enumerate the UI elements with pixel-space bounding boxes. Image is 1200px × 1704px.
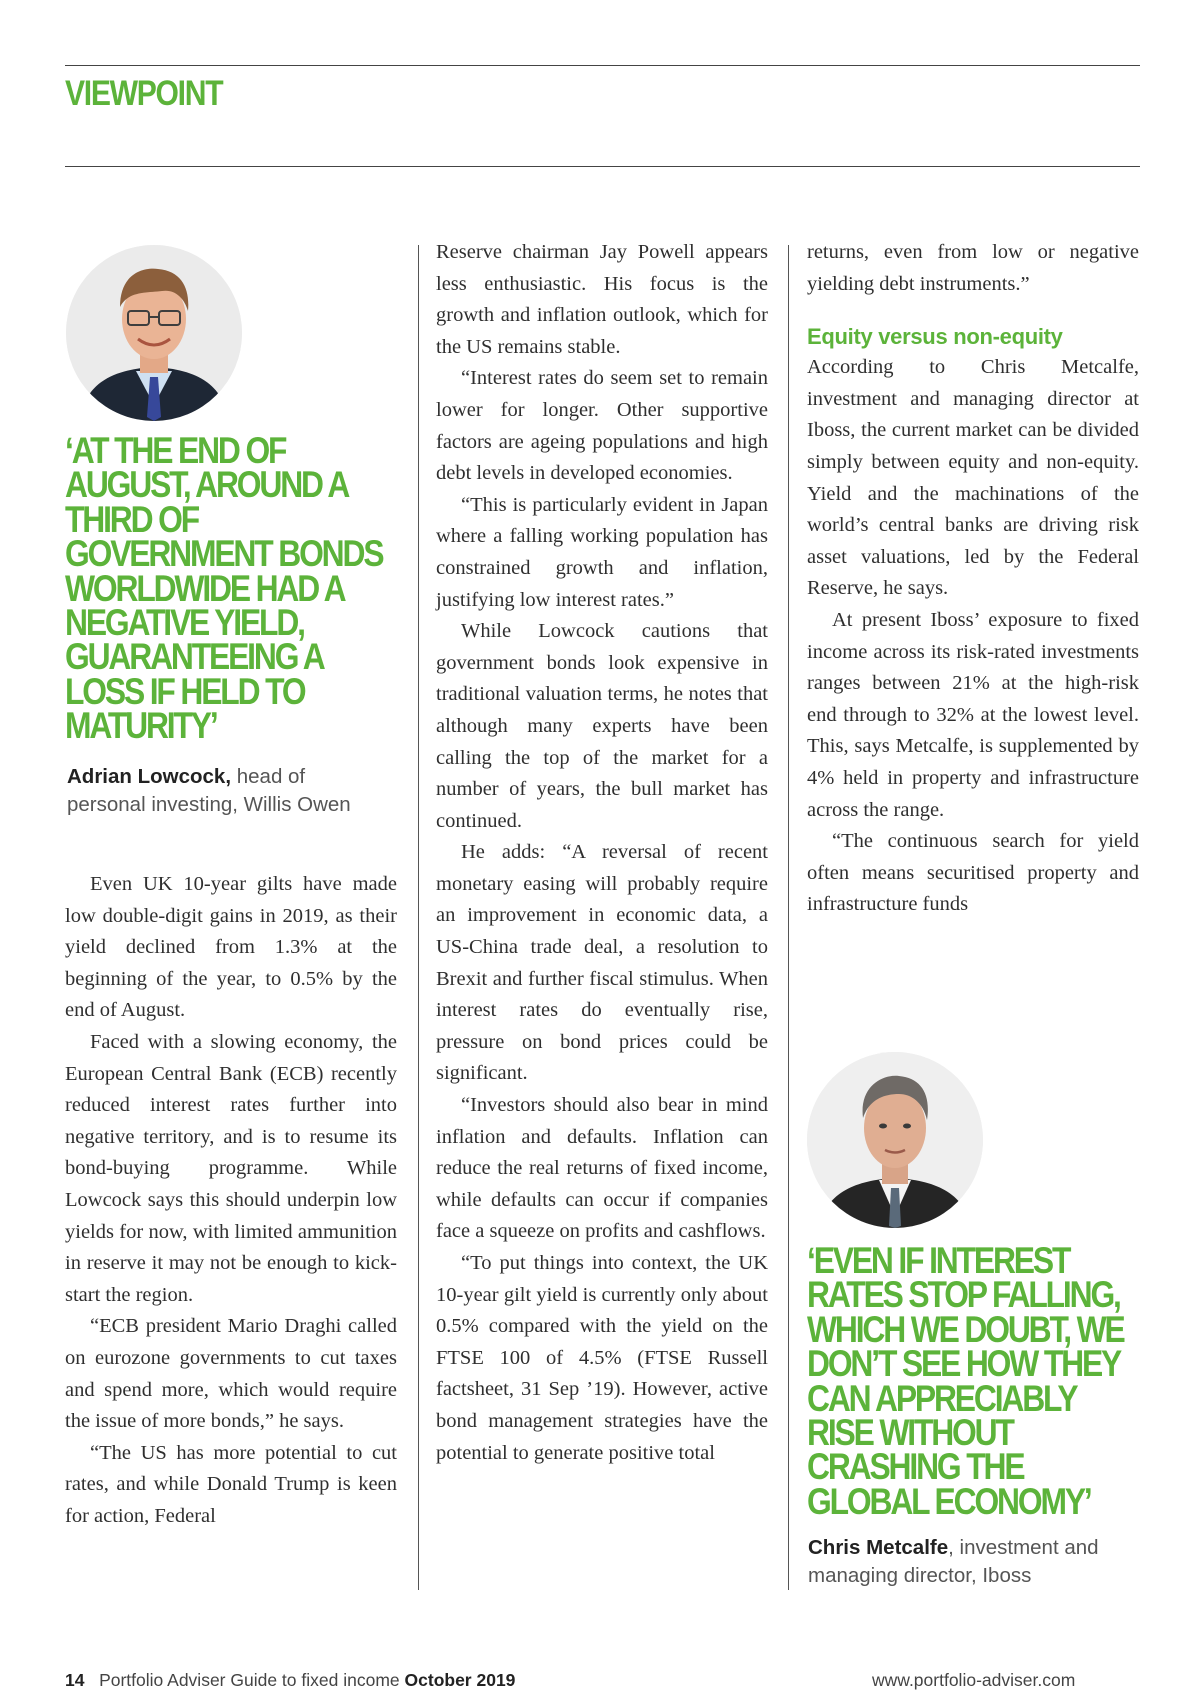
subheading: Equity versus non-equity bbox=[807, 324, 1063, 350]
chris-metcalfe-portrait bbox=[807, 1052, 983, 1228]
paragraph: “ECB president Mario Draghi called on eurozone governments to cut taxes and spend more, which would require the issue of more bonds,” he says. bbox=[65, 1315, 397, 1433]
paragraph: “The US has more potential to cut rates, and while Donald Trump is keen for action, Federal bbox=[65, 1441, 397, 1527]
adrian-lowcock-portrait bbox=[66, 245, 242, 421]
attribution-name: Chris Metcalfe bbox=[808, 1536, 949, 1559]
article-column-1 bbox=[65, 869, 397, 1532]
paragraph: While Lowcock cautions that government bonds look expensive in traditional valuation terms, he notes that although many experts have been calling the top of the market for a number of years, the bull market has continued. bbox=[436, 620, 768, 832]
attribution-lowcock bbox=[67, 763, 387, 819]
pull-quote-metcalfe: ‘EVEN IF INTEREST RATES STOP FALLING, WHICH WE DOUBT, WE DON’T SEE HOW THEY CAN APPRECIABLY RISE WITHOUT CRASHING THE GLOBAL ECONOMY’ bbox=[807, 1240, 1124, 1522]
section-label: VIEWPOINT bbox=[65, 74, 223, 113]
paragraph: “Investors should also bear in mind inflation and defaults. Inflation can reduce the real returns of fixed income, while defaults can occur if companies face a squeeze on profits and cashflows. bbox=[436, 1094, 768, 1243]
paragraph: “To put things into context, the UK 10-year gilt yield is currently only about 0.5% compared with the yield on the FTSE 100 of 4.5% (FTSE Russell factsheet, 31 Sep ’19). However, active bond management strategies have the potential to generate positive total bbox=[436, 1252, 768, 1464]
paragraph: He adds: “A reversal of recent monetary easing will probably require an improvement in economic data, a US-China trade deal, a resolution to Brexit and further fiscal stimulus. When interest rates do eventually rise, pressure on bond prices could be significant. bbox=[436, 841, 768, 1085]
header-rule bbox=[65, 166, 1140, 167]
website-link[interactable]: www.portfolio-adviser.com bbox=[872, 1670, 1076, 1690]
attribution-role: , investment and managing director, Iboss bbox=[808, 1536, 1099, 1587]
top-rule bbox=[65, 65, 1140, 66]
pull-quote-lowcock: ‘AT THE END OF AUGUST, AROUND A THIRD OF GOVERNMENT BONDS WORLDWIDE HAD A NEGATIVE YIELD, GUARANTEEING A LOSS IF HELD TO MATURITY’ bbox=[65, 430, 383, 747]
publication-name: Portfolio Adviser Guide to fixed income bbox=[99, 1670, 400, 1690]
attribution-name: Adrian Lowcock, bbox=[67, 765, 232, 788]
paragraph: Reserve chairman Jay Powell appears less enthusiastic. His focus is the growth and inflation outlook, which for the US remains stable. bbox=[436, 241, 768, 358]
footer-left bbox=[65, 1670, 515, 1691]
paragraph: Even UK 10-year gilts have made low double-digit gains in 2019, as their yield declined from 1.3% at the beginning of the year, to 0.5% by the end of August. bbox=[65, 873, 397, 1022]
paragraph: According to Chris Metcalfe, investment and managing director at Iboss, the current market can be divided simply between equity and non-equity. Yield and the machinations of the world’s central banks are driving risk asset valuations, led by the Federal Reserve, he says. bbox=[807, 356, 1139, 600]
issue-date: October 2019 bbox=[404, 1670, 516, 1690]
article-column-2 bbox=[436, 237, 768, 1469]
paragraph: “Interest rates do seem set to remain lower for longer. Other supportive factors are ageing populations and high debt levels in developed economies. bbox=[436, 367, 768, 485]
page-number: 14 bbox=[65, 1670, 85, 1690]
column-divider bbox=[418, 245, 419, 1590]
attribution-metcalfe bbox=[808, 1534, 1148, 1590]
column-divider bbox=[788, 245, 789, 1590]
paragraph: “The continuous search for yield often means securitised property and infrastructure funds bbox=[807, 830, 1139, 916]
attribution-role: head of personal investing, Willis Owen bbox=[67, 765, 351, 816]
paragraph: At present Iboss’ exposure to fixed income across its risk-rated investments ranges between 21% at the high-risk end through to 32% at the lowest level. This, says Metcalfe, is supplemented by 4% held in property and infrastructure across the range. bbox=[807, 608, 1139, 821]
paragraph: Faced with a slowing economy, the European Central Bank (ECB) recently reduced interest rates further into negative territory, and is to resume its bond-buying programme. While Lowcock says this should underpin low yields for now, with limited ammunition in reserve it may not be enough to kick-start the region. bbox=[65, 1030, 397, 1306]
article-column-3 bbox=[807, 237, 1139, 921]
paragraph: returns, even from low or negative yielding debt instruments.” bbox=[807, 241, 1139, 295]
paragraph: “This is particularly evident in Japan where a falling working population has constrained growth and inflation, justifying low interest rates.” bbox=[436, 493, 768, 611]
